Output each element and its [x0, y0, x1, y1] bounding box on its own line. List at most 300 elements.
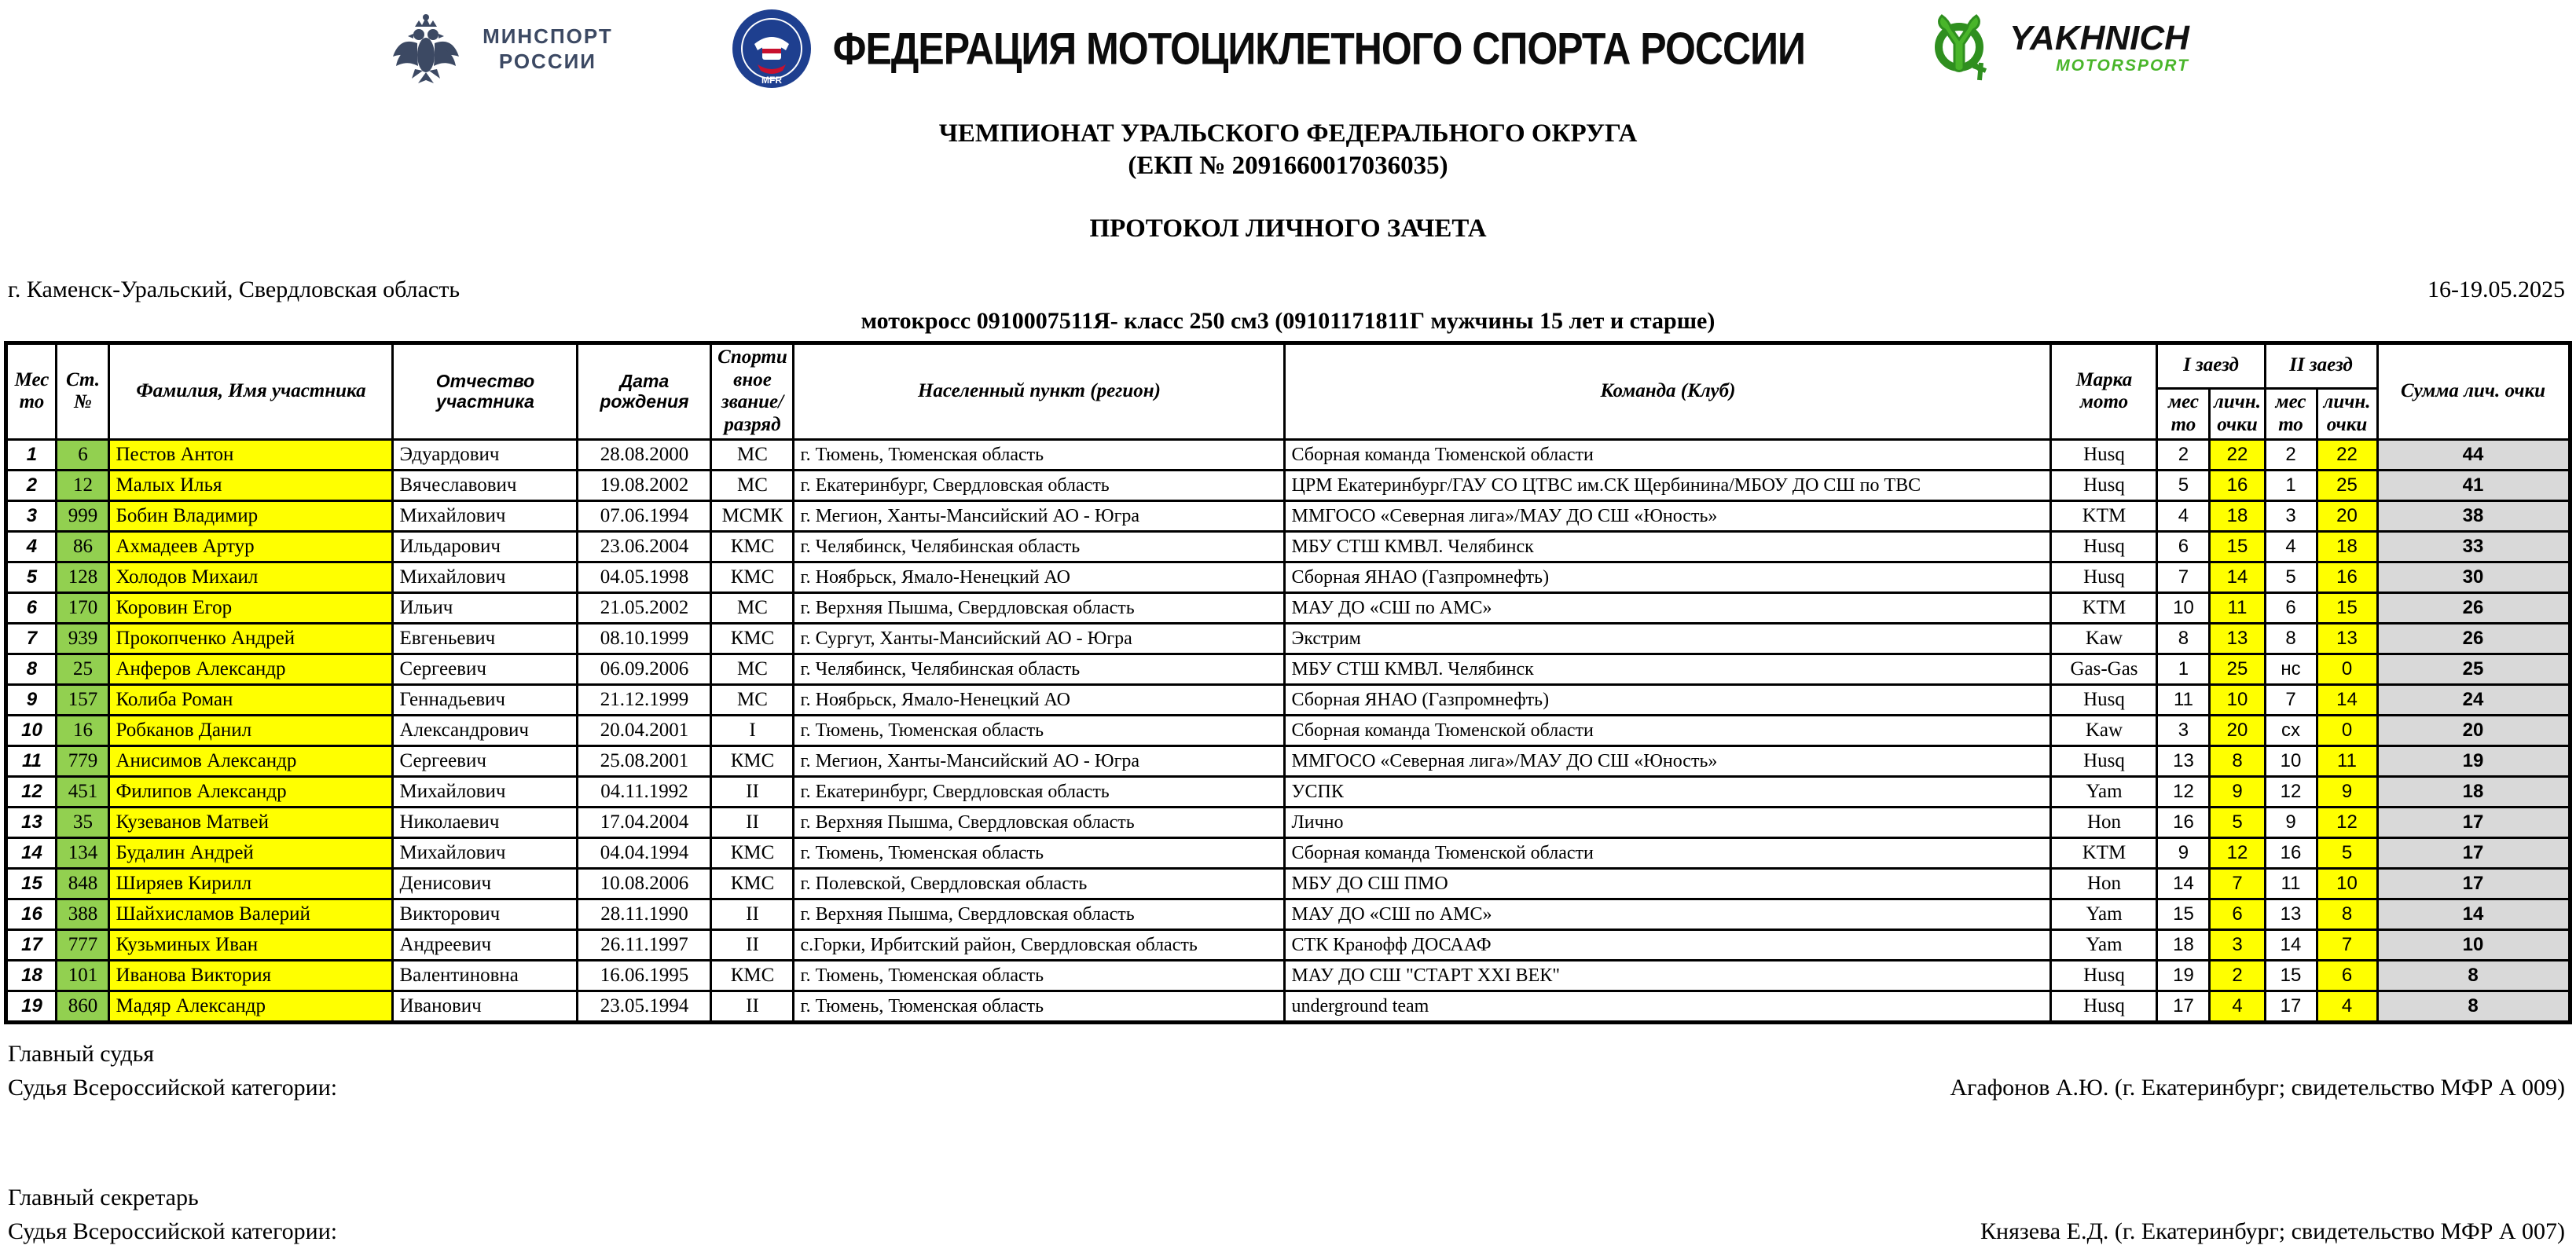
cell-h1_points: 22	[2210, 439, 2265, 470]
officials-footer	[0, 1037, 2576, 1249]
cell-team: underground team	[1285, 991, 2051, 1022]
cell-patronymic: Михайлович	[393, 562, 578, 592]
cell-h1_points: 7	[2210, 868, 2265, 899]
cell-city: г. Тюмень, Тюменская область	[794, 715, 1285, 745]
cell-city: г. Тюмень, Тюменская область	[794, 837, 1285, 868]
cell-birth: 19.08.2002	[578, 470, 711, 500]
cell-place: 2	[6, 470, 57, 500]
cell-total: 41	[2377, 470, 2570, 500]
cell-total: 8	[2377, 960, 2570, 991]
cell-h2_points: 14	[2317, 684, 2377, 715]
secretary-role: Главный секретарь	[8, 1184, 199, 1211]
cell-bike: Husq	[2051, 531, 2157, 562]
cell-patronymic: Валентиновна	[393, 960, 578, 991]
table-row	[6, 623, 2570, 654]
col-header-team: Команда (Клуб)	[1285, 342, 2051, 439]
cell-city: с.Горки, Ирбитский район, Свердловская область	[794, 929, 1285, 960]
cell-h2_points: 13	[2317, 623, 2377, 654]
cell-h1_points: 12	[2210, 837, 2265, 868]
cell-city: г. Ноябрьск, Ямало-Ненецкий АО	[794, 562, 1285, 592]
cell-place: 14	[6, 837, 57, 868]
cell-rank: II	[711, 899, 794, 929]
cell-num: 101	[57, 960, 109, 991]
cell-h1_points: 13	[2210, 623, 2265, 654]
cell-name: Филипов Александр	[109, 776, 393, 807]
cell-h1_place: 4	[2157, 500, 2210, 531]
col-header-city: Населенный пункт (регион)	[794, 342, 1285, 439]
cell-h2_place: 12	[2265, 776, 2317, 807]
cell-total: 26	[2377, 592, 2570, 623]
cell-place: 18	[6, 960, 57, 991]
cell-bike: Kaw	[2051, 715, 2157, 745]
cell-h1_points: 4	[2210, 991, 2265, 1022]
table-row	[6, 929, 2570, 960]
cell-h2_points: 11	[2317, 745, 2377, 776]
cell-h2_points: 18	[2317, 531, 2377, 562]
cell-patronymic: Вячеславович	[393, 470, 578, 500]
cell-birth: 07.06.1994	[578, 500, 711, 531]
cell-birth: 20.04.2001	[578, 715, 711, 745]
cell-h2_place: нс	[2265, 654, 2317, 684]
cell-city: г. Верхняя Пышма, Свердловская область	[794, 807, 1285, 837]
cell-bike: Husq	[2051, 470, 2157, 500]
minsport-eagle-icon	[387, 8, 465, 90]
cell-num: 16	[57, 715, 109, 745]
col-header-heat2-points: личн. очки	[2317, 388, 2377, 439]
cell-city: г. Тюмень, Тюменская область	[794, 960, 1285, 991]
col-header-total: Сумма лич. очки	[2377, 342, 2570, 439]
col-header-name: Фамилия, Имя участника	[109, 342, 393, 439]
cell-h1_place: 15	[2157, 899, 2210, 929]
title-block	[0, 118, 2576, 245]
cell-city: г. Мегион, Ханты-Мансийский АО - Югра	[794, 500, 1285, 531]
cell-h2_place: 10	[2265, 745, 2317, 776]
cell-team: ЦРМ Екатеринбург/ГАУ СО ЦТВС им.СК Щербинина/МБОУ ДО СШ по ТВС	[1285, 470, 2051, 500]
cell-h2_place: сх	[2265, 715, 2317, 745]
secretary-name: Князева Е.Д. (г. Екатеринбург; свидетельство МФР А 007)	[1980, 1218, 2565, 1245]
cell-place: 4	[6, 531, 57, 562]
cell-h2_points: 15	[2317, 592, 2377, 623]
results-body	[6, 439, 2570, 1022]
cell-bike: Gas-Gas	[2051, 654, 2157, 684]
col-header-heat2: II заезд	[2265, 342, 2377, 388]
cell-team: ММГОСО «Северная лига»/МАУ ДО СШ «Юность»	[1285, 745, 2051, 776]
cell-birth: 08.10.1999	[578, 623, 711, 654]
cell-place: 17	[6, 929, 57, 960]
cell-city: г. Верхняя Пышма, Свердловская область	[794, 592, 1285, 623]
cell-patronymic: Денисович	[393, 868, 578, 899]
cell-rank: II	[711, 776, 794, 807]
cell-city: г. Тюмень, Тюменская область	[794, 439, 1285, 470]
cell-city: г. Верхняя Пышма, Свердловская область	[794, 899, 1285, 929]
cell-place: 9	[6, 684, 57, 715]
cell-bike: Husq	[2051, 562, 2157, 592]
cell-total: 33	[2377, 531, 2570, 562]
cell-place: 6	[6, 592, 57, 623]
cell-h1_place: 13	[2157, 745, 2210, 776]
cell-rank: II	[711, 929, 794, 960]
cell-h1_place: 3	[2157, 715, 2210, 745]
cell-team: Сборная ЯНАО (Газпромнефть)	[1285, 684, 2051, 715]
cell-patronymic: Николаевич	[393, 807, 578, 837]
cell-h2_points: 9	[2317, 776, 2377, 807]
cell-total: 30	[2377, 562, 2570, 592]
cell-h2_points: 10	[2317, 868, 2377, 899]
cell-place: 1	[6, 439, 57, 470]
cell-rank: II	[711, 991, 794, 1022]
yakhnich-subtitle: MOTORSPORT	[2056, 57, 2189, 75]
table-row	[6, 592, 2570, 623]
cell-birth: 21.12.1999	[578, 684, 711, 715]
cell-h1_place: 19	[2157, 960, 2210, 991]
cell-h1_place: 12	[2157, 776, 2210, 807]
cell-rank: КМС	[711, 745, 794, 776]
fmsr-title: ФЕДЕРАЦИЯ МОТОЦИКЛЕТНОГО СПОРТА РОССИИ	[832, 23, 1805, 75]
cell-city: г. Мегион, Ханты-Мансийский АО - Югра	[794, 745, 1285, 776]
cell-h1_place: 17	[2157, 991, 2210, 1022]
cell-birth: 17.04.2004	[578, 807, 711, 837]
cell-rank: КМС	[711, 868, 794, 899]
cell-rank: КМС	[711, 562, 794, 592]
cell-birth: 28.08.2000	[578, 439, 711, 470]
cell-num: 157	[57, 684, 109, 715]
cell-patronymic: Андреевич	[393, 929, 578, 960]
cell-total: 20	[2377, 715, 2570, 745]
cell-h2_place: 11	[2265, 868, 2317, 899]
cell-h1_place: 9	[2157, 837, 2210, 868]
secretary-category: Судья Всероссийской категории:	[8, 1218, 338, 1245]
cell-team: Сборная команда Тюменской области	[1285, 837, 2051, 868]
cell-place: 11	[6, 745, 57, 776]
cell-h1_place: 18	[2157, 929, 2210, 960]
fmsr-logo	[731, 8, 1805, 90]
cell-num: 12	[57, 470, 109, 500]
cell-place: 10	[6, 715, 57, 745]
cell-h1_points: 5	[2210, 807, 2265, 837]
cell-name: Бобин Владимир	[109, 500, 393, 531]
results-table	[4, 341, 2571, 1024]
col-header-heat2-place: место	[2265, 388, 2317, 439]
col-header-birth: Дата рождения	[578, 342, 711, 439]
logo-band	[0, 6, 2576, 91]
cell-h1_place: 10	[2157, 592, 2210, 623]
table-row	[6, 960, 2570, 991]
cell-city: г. Тюмень, Тюменская область	[794, 991, 1285, 1022]
cell-patronymic: Викторович	[393, 899, 578, 929]
cell-birth: 06.09.2006	[578, 654, 711, 684]
cell-total: 17	[2377, 868, 2570, 899]
secretary-line	[8, 1214, 2565, 1249]
cell-patronymic: Ильдарович	[393, 531, 578, 562]
cell-place: 13	[6, 807, 57, 837]
yakhnich-wordmark	[2009, 21, 2189, 75]
table-row	[6, 684, 2570, 715]
cell-name: Колиба Роман	[109, 684, 393, 715]
cell-h2_place: 6	[2265, 592, 2317, 623]
cell-place: 5	[6, 562, 57, 592]
cell-h2_place: 14	[2265, 929, 2317, 960]
cell-rank: II	[711, 807, 794, 837]
table-row	[6, 899, 2570, 929]
table-row	[6, 991, 2570, 1022]
cell-total: 14	[2377, 899, 2570, 929]
table-row	[6, 470, 2570, 500]
cell-city: г. Екатеринбург, Свердловская область	[794, 470, 1285, 500]
cell-h1_points: 2	[2210, 960, 2265, 991]
table-row	[6, 868, 2570, 899]
cell-name: Анисимов Александр	[109, 745, 393, 776]
judge-category: Судья Всероссийской категории:	[8, 1075, 338, 1101]
cell-team: ММГОСО «Северная лига»/МАУ ДО СШ «Юность»	[1285, 500, 2051, 531]
cell-team: Сборная команда Тюменской области	[1285, 715, 2051, 745]
cell-name: Ширяев Кирилл	[109, 868, 393, 899]
cell-bike: Husq	[2051, 439, 2157, 470]
cell-num: 388	[57, 899, 109, 929]
cell-h1_place: 11	[2157, 684, 2210, 715]
col-header-num: Ст. №	[57, 342, 109, 439]
cell-h2_points: 12	[2317, 807, 2377, 837]
cell-place: 16	[6, 899, 57, 929]
cell-patronymic: Сергеевич	[393, 745, 578, 776]
cell-city: г. Челябинск, Челябинская область	[794, 654, 1285, 684]
table-row	[6, 745, 2570, 776]
judge-role: Главный судья	[8, 1040, 155, 1067]
cell-h2_points: 25	[2317, 470, 2377, 500]
cell-h2_points: 8	[2317, 899, 2377, 929]
cell-name: Малых Илья	[109, 470, 393, 500]
cell-name: Коровин Егор	[109, 592, 393, 623]
cell-city: г. Челябинск, Челябинская область	[794, 531, 1285, 562]
cell-rank: МС	[711, 654, 794, 684]
cell-h1_points: 9	[2210, 776, 2265, 807]
cell-bike: Husq	[2051, 684, 2157, 715]
cell-bike: Kaw	[2051, 623, 2157, 654]
col-header-place: Место	[6, 342, 57, 439]
cell-name: Анферов Александр	[109, 654, 393, 684]
cell-bike: KTM	[2051, 500, 2157, 531]
cell-total: 26	[2377, 623, 2570, 654]
cell-num: 999	[57, 500, 109, 531]
cell-total: 38	[2377, 500, 2570, 531]
cell-h2_points: 5	[2317, 837, 2377, 868]
cell-bike: Husq	[2051, 745, 2157, 776]
cell-bike: Husq	[2051, 991, 2157, 1022]
meta-row	[0, 277, 2576, 303]
minsport-logo	[387, 8, 613, 90]
cell-team: СТК Кранофф ДОСААФ	[1285, 929, 2051, 960]
cell-num: 170	[57, 592, 109, 623]
table-row	[6, 837, 2570, 868]
table-row	[6, 562, 2570, 592]
cell-h2_points: 0	[2317, 654, 2377, 684]
cell-h1_place: 7	[2157, 562, 2210, 592]
cell-birth: 04.11.1992	[578, 776, 711, 807]
cell-city: г. Екатеринбург, Свердловская область	[794, 776, 1285, 807]
cell-team: МАУ ДО СШ "СТАРТ XXI ВЕК"	[1285, 960, 2051, 991]
cell-h1_points: 16	[2210, 470, 2265, 500]
table-row	[6, 500, 2570, 531]
cell-h2_place: 13	[2265, 899, 2317, 929]
cell-h2_place: 4	[2265, 531, 2317, 562]
cell-h2_place: 3	[2265, 500, 2317, 531]
cell-place: 15	[6, 868, 57, 899]
cell-birth: 26.11.1997	[578, 929, 711, 960]
minsport-line1: МИНСПОРТ	[483, 24, 613, 48]
cell-num: 848	[57, 868, 109, 899]
cell-total: 25	[2377, 654, 2570, 684]
cell-h1_points: 25	[2210, 654, 2265, 684]
cell-h2_place: 17	[2265, 991, 2317, 1022]
cell-total: 10	[2377, 929, 2570, 960]
cell-bike: Hon	[2051, 868, 2157, 899]
class-line: мотокросс 0910007511Я- класс 250 см3 (09101171811Г мужчины 15 лет и старше)	[861, 307, 1715, 334]
table-row	[6, 715, 2570, 745]
cell-h1_points: 8	[2210, 745, 2265, 776]
cell-total: 17	[2377, 837, 2570, 868]
cell-birth: 23.06.2004	[578, 531, 711, 562]
cell-h2_place: 15	[2265, 960, 2317, 991]
ekp-number: (ЕКП № 2091660017036035)	[1128, 152, 1448, 181]
cell-h1_place: 6	[2157, 531, 2210, 562]
cell-team: МБУ СТШ КМВЛ. Челябинск	[1285, 531, 2051, 562]
cell-h1_points: 18	[2210, 500, 2265, 531]
cell-h2_place: 1	[2265, 470, 2317, 500]
cell-h1_place: 2	[2157, 439, 2210, 470]
cell-patronymic: Геннадьевич	[393, 684, 578, 715]
col-header-bike: Марка мото	[2051, 342, 2157, 439]
col-header-heat1-place: место	[2157, 388, 2210, 439]
cell-birth: 04.05.1998	[578, 562, 711, 592]
cell-num: 134	[57, 837, 109, 868]
cell-name: Робканов Данил	[109, 715, 393, 745]
table-row	[6, 531, 2570, 562]
cell-birth: 25.08.2001	[578, 745, 711, 776]
cell-name: Кузьминых Иван	[109, 929, 393, 960]
cell-h2_place: 16	[2265, 837, 2317, 868]
cell-patronymic: Ильич	[393, 592, 578, 623]
cell-name: Пестов Антон	[109, 439, 393, 470]
cell-num: 939	[57, 623, 109, 654]
cell-place: 8	[6, 654, 57, 684]
col-header-patronymic: Отчество участника	[393, 342, 578, 439]
cell-h1_points: 11	[2210, 592, 2265, 623]
cell-city: г. Полевской, Свердловская область	[794, 868, 1285, 899]
cell-patronymic: Михайлович	[393, 776, 578, 807]
cell-team: МАУ ДО «СШ по АМС»	[1285, 899, 2051, 929]
cell-rank: МС	[711, 684, 794, 715]
cell-total: 19	[2377, 745, 2570, 776]
cell-num: 86	[57, 531, 109, 562]
cell-total: 44	[2377, 439, 2570, 470]
minsport-line2: РОССИИ	[498, 49, 596, 73]
mfr-emblem-icon	[731, 8, 813, 90]
cell-bike: KTM	[2051, 837, 2157, 868]
cell-h2_place: 8	[2265, 623, 2317, 654]
cell-h1_place: 5	[2157, 470, 2210, 500]
col-header-heat1: I заезд	[2157, 342, 2265, 388]
cell-bike: Husq	[2051, 960, 2157, 991]
yakhnich-y-icon	[1923, 9, 1998, 88]
cell-num: 451	[57, 776, 109, 807]
cell-h2_place: 7	[2265, 684, 2317, 715]
table-row	[6, 807, 2570, 837]
cell-h1_points: 20	[2210, 715, 2265, 745]
cell-h2_place: 2	[2265, 439, 2317, 470]
cell-bike: Yam	[2051, 776, 2157, 807]
cell-h1_points: 6	[2210, 899, 2265, 929]
cell-h1_place: 14	[2157, 868, 2210, 899]
cell-total: 18	[2377, 776, 2570, 807]
cell-team: Экстрим	[1285, 623, 2051, 654]
cell-name: Кузеванов Матвей	[109, 807, 393, 837]
cell-h2_points: 20	[2317, 500, 2377, 531]
footer-spacer	[8, 1105, 2565, 1181]
cell-h2_points: 6	[2317, 960, 2377, 991]
cell-name: Шайхисламов Валерий	[109, 899, 393, 929]
cell-h1_place: 8	[2157, 623, 2210, 654]
cell-h1_points: 10	[2210, 684, 2265, 715]
cell-place: 12	[6, 776, 57, 807]
cell-bike: Yam	[2051, 899, 2157, 929]
cell-team: УСПК	[1285, 776, 2051, 807]
cell-num: 6	[57, 439, 109, 470]
cell-h1_place: 1	[2157, 654, 2210, 684]
cell-rank: КМС	[711, 623, 794, 654]
cell-num: 860	[57, 991, 109, 1022]
cell-name: Иванова Виктория	[109, 960, 393, 991]
cell-birth: 28.11.1990	[578, 899, 711, 929]
cell-bike: KTM	[2051, 592, 2157, 623]
judge-line	[8, 1071, 2565, 1105]
cell-rank: МС	[711, 592, 794, 623]
protocol-title: ПРОТОКОЛ ЛИЧНОГО ЗАЧЕТА	[1089, 214, 1487, 243]
cell-team: Сборная команда Тюменской области	[1285, 439, 2051, 470]
col-header-heat1-points: личн. очки	[2210, 388, 2265, 439]
cell-patronymic: Михайлович	[393, 500, 578, 531]
cell-rank: I	[711, 715, 794, 745]
cell-rank: КМС	[711, 837, 794, 868]
cell-bike: Hon	[2051, 807, 2157, 837]
cell-birth: 21.05.2002	[578, 592, 711, 623]
cell-patronymic: Александрович	[393, 715, 578, 745]
championship-title: ЧЕМПИОНАТ УРАЛЬСКОГО ФЕДЕРАЛЬНОГО ОКРУГА	[938, 119, 1638, 148]
cell-h1_points: 14	[2210, 562, 2265, 592]
cell-patronymic: Иванович	[393, 991, 578, 1022]
cell-team: МАУ ДО «СШ по АМС»	[1285, 592, 2051, 623]
cell-place: 7	[6, 623, 57, 654]
table-row	[6, 439, 2570, 470]
table-row	[6, 776, 2570, 807]
col-header-rank: Спортивное звание/разряд	[711, 342, 794, 439]
cell-name: Холодов Михаил	[109, 562, 393, 592]
cell-rank: МСМК	[711, 500, 794, 531]
cell-birth: 04.04.1994	[578, 837, 711, 868]
cell-birth: 16.06.1995	[578, 960, 711, 991]
cell-total: 24	[2377, 684, 2570, 715]
cell-total: 17	[2377, 807, 2570, 837]
cell-h2_place: 5	[2265, 562, 2317, 592]
cell-num: 25	[57, 654, 109, 684]
cell-name: Ахмадеев Артур	[109, 531, 393, 562]
judge-name: Агафонов А.Ю. (г. Екатеринбург; свидетельство МФР А 009)	[1950, 1075, 2565, 1101]
cell-h1_place: 16	[2157, 807, 2210, 837]
cell-h2_points: 16	[2317, 562, 2377, 592]
cell-patronymic: Эдуардович	[393, 439, 578, 470]
minsport-wordmark	[483, 24, 613, 75]
cell-h1_points: 15	[2210, 531, 2265, 562]
cell-num: 779	[57, 745, 109, 776]
cell-team: Лично	[1285, 807, 2051, 837]
